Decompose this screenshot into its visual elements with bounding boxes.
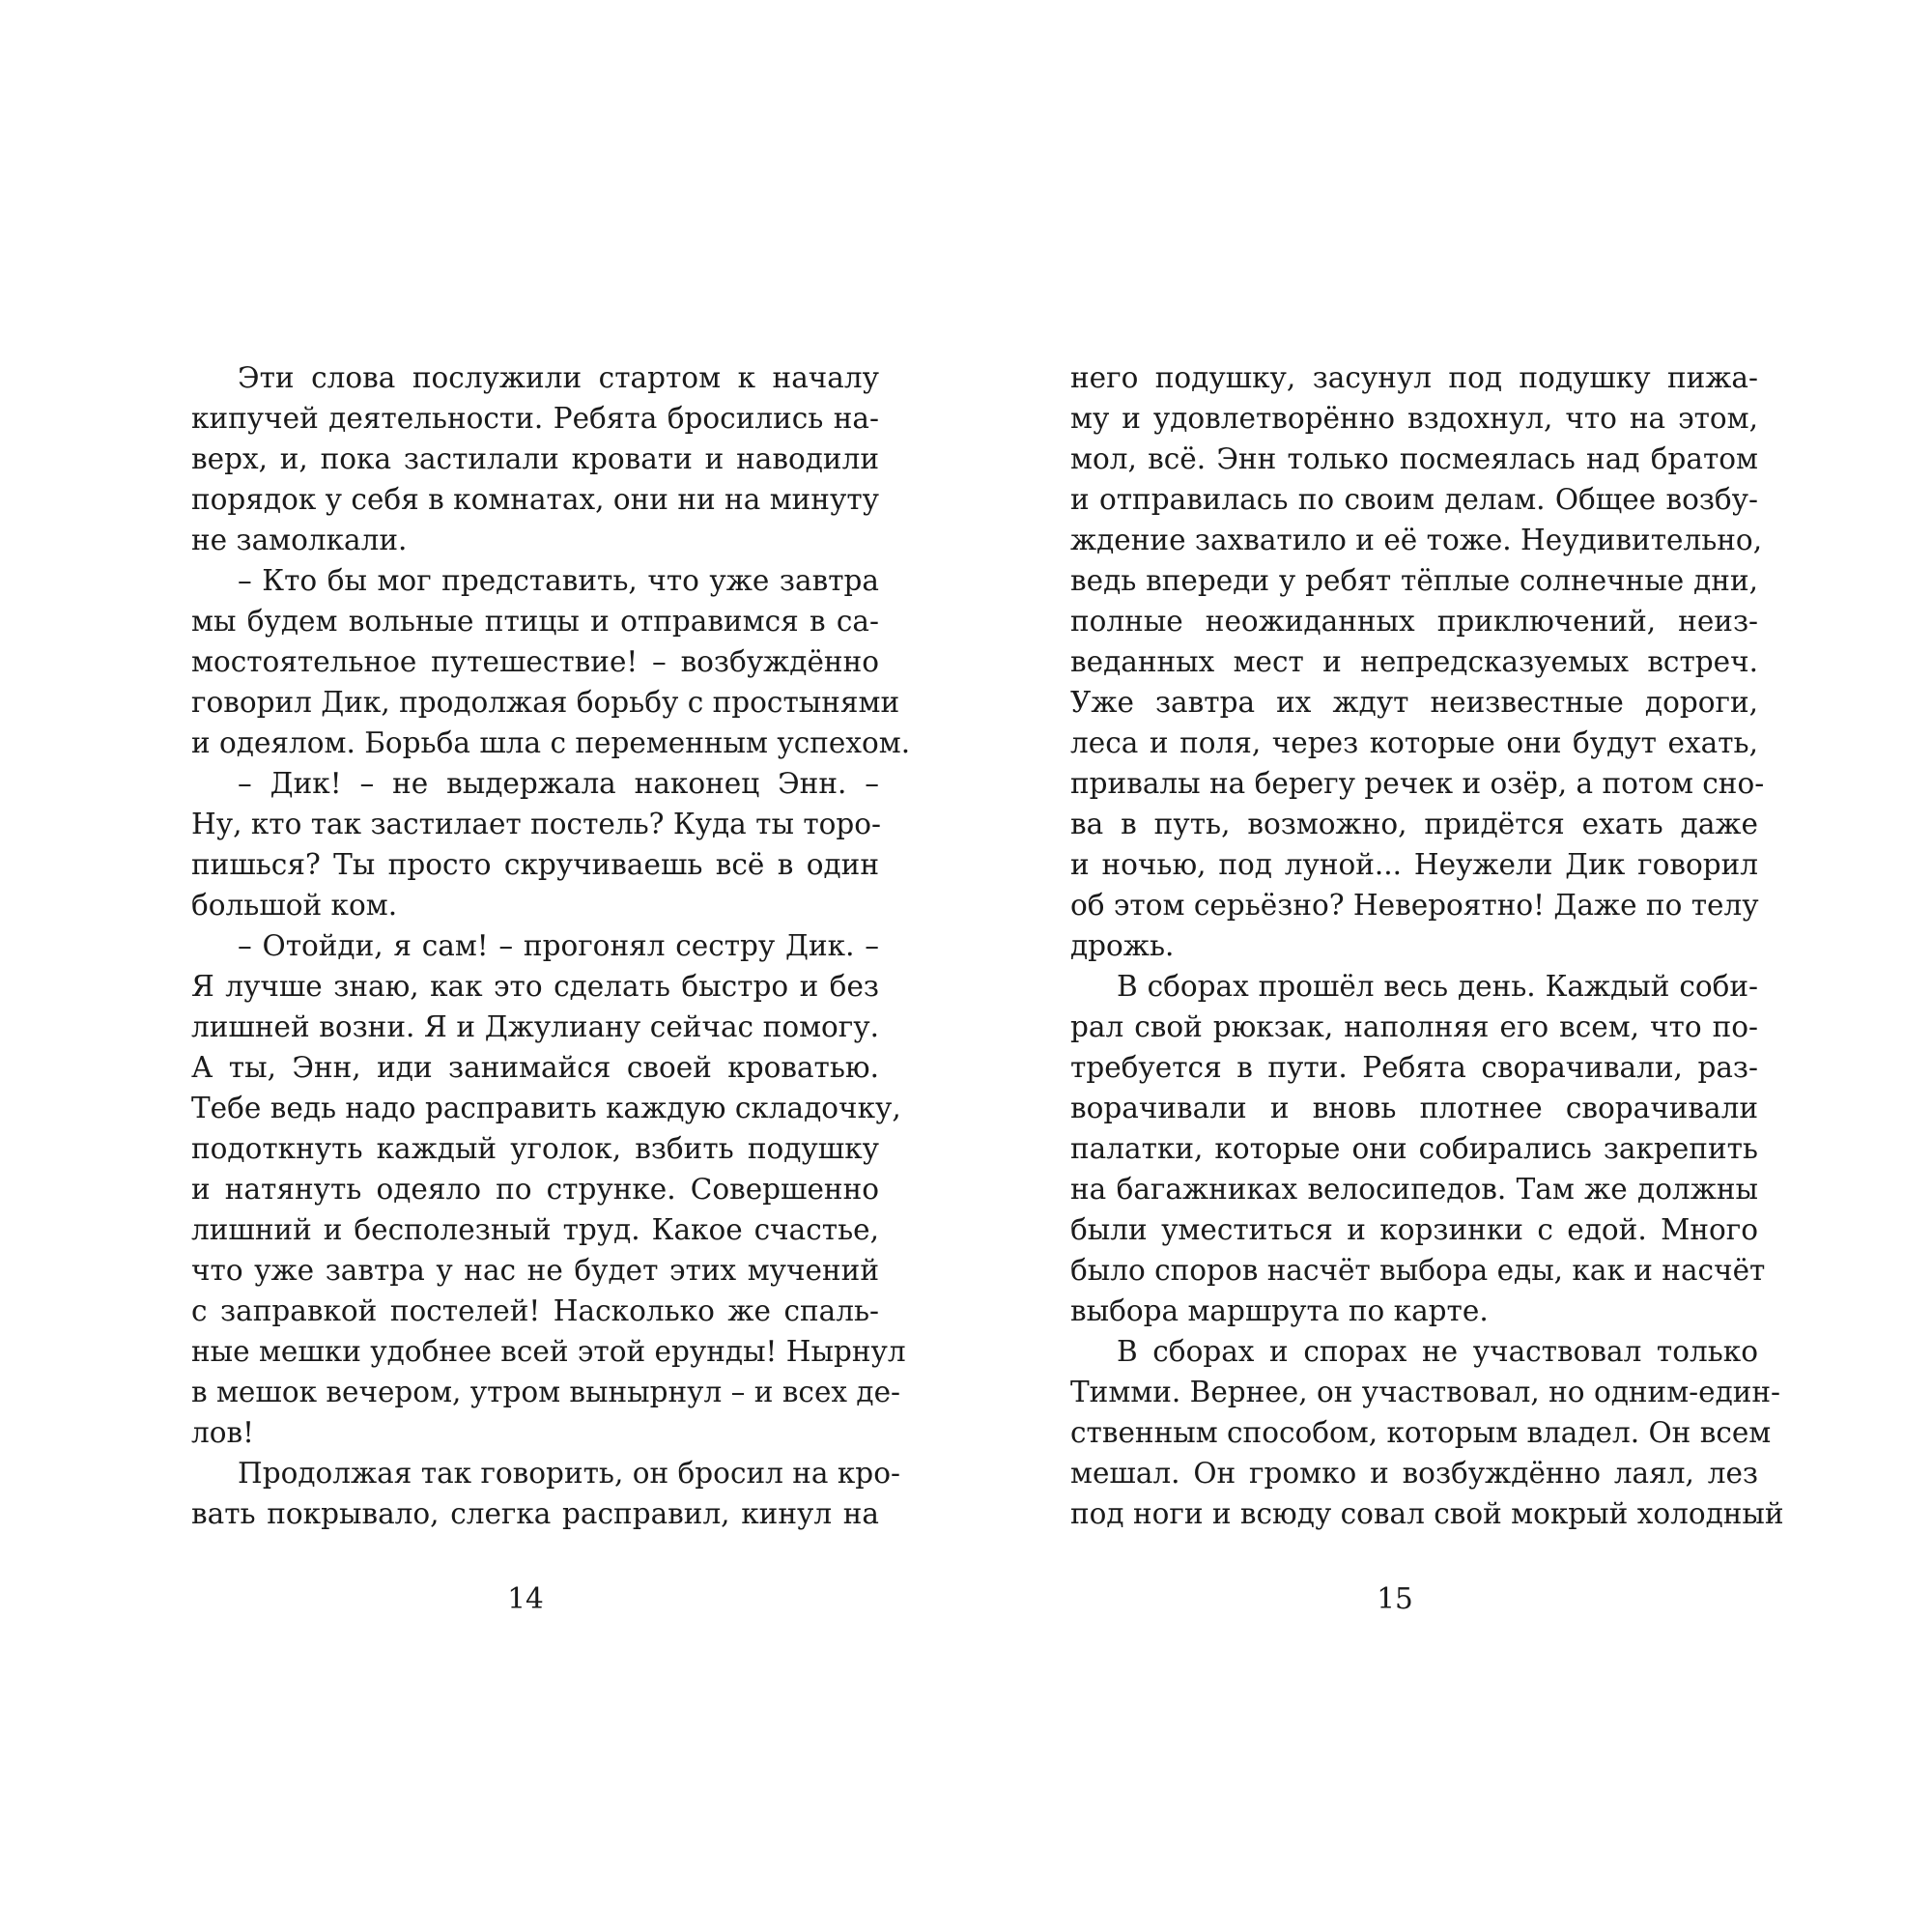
text-line: привалы на берегу речек и озёр, а потом сно-: [1070, 767, 1765, 800]
text-line: веданных мест и непредсказуемых встреч.: [1070, 645, 1758, 678]
text-line: и отправилась по своим делам. Общее возбу-: [1070, 483, 1758, 516]
text-line: леса и поля, через которые они будут ехать,: [1070, 726, 1758, 759]
text-line: на багажниках велосипедов. Там же должны: [1070, 1173, 1758, 1206]
text-line: что уже завтра у нас не будет этих мучений: [191, 1254, 879, 1287]
text-line: в мешок вечером, утром вынырнул – и всех де-: [191, 1376, 901, 1408]
text-line: мы будем вольные птицы и отправимся в са-: [191, 605, 879, 638]
text-line: полные неожиданных приключений, неиз-: [1070, 605, 1758, 638]
text-line: му и удовлетворённо вздохнул, что на этом,: [1070, 402, 1758, 435]
text-line: и натянуть одеяло по струнке. Совершенно: [191, 1173, 879, 1206]
text-line: – Кто бы мог представить, что уже завтра: [238, 564, 879, 597]
text-line: вать покрывало, слегка расправил, кинул на: [191, 1497, 879, 1530]
text-line: мешал. Он громко и возбуждённо лаял, лез: [1070, 1457, 1758, 1490]
text-line: требуется в пути. Ребята сворачивали, раз-: [1070, 1051, 1758, 1084]
text-line: ведь впереди у ребят тёплые солнечные дни,: [1070, 564, 1758, 597]
text-line: – Дик! – не выдержала наконец Энн. –: [238, 767, 879, 800]
text-line: ворачивали и вновь плотнее сворачивали: [1070, 1092, 1758, 1124]
text-line: верх, и, пока застилали кровати и наводили: [191, 442, 879, 475]
text-line: выбора маршрута по карте.: [1070, 1294, 1489, 1327]
text-line: кипучей деятельности. Ребята бросились на-: [191, 402, 879, 435]
page-number: 15: [1377, 1582, 1413, 1615]
right-page: [1070, 357, 1784, 1615]
text-line: подоткнуть каждый уголок, взбить подушку: [191, 1132, 879, 1165]
text-line: с заправкой постелей! Насколько же спаль-: [191, 1294, 879, 1327]
text-line: – Отойди, я сам! – прогонял сестру Дик. –: [238, 929, 879, 962]
text-line: Уже завтра их ждут неизвестные дороги,: [1070, 686, 1758, 719]
text-line: палатки, которые они собирались закрепить: [1070, 1132, 1758, 1165]
text-line: под ноги и всюду совал свой мокрый холодный: [1070, 1497, 1784, 1530]
text-line: Я лучше знаю, как это сделать быстро и без: [191, 970, 879, 1003]
text-line: мол, всё. Энн только посмеялась над братом: [1070, 442, 1758, 475]
text-line: и одеялом. Борьба шла с переменным успехом.: [191, 726, 911, 759]
text-line: А ты, Энн, иди занимайся своей кроватью.: [191, 1051, 879, 1084]
text-line: порядок у себя в комнатах, они ни на минуту: [191, 483, 879, 516]
page-number: 14: [507, 1582, 544, 1615]
text-line: Эти слова послужили стартом к началу: [238, 361, 879, 394]
text-line: Ну, кто так застилает постель? Куда ты торо-: [191, 808, 882, 840]
text-line: Продолжая так говорить, он бросил на кро-: [238, 1457, 900, 1490]
text-line: рал свой рюкзак, наполняя его всем, что по-: [1070, 1010, 1758, 1043]
text-line: Тимми. Вернее, он участвовал, но одним-един-: [1070, 1376, 1781, 1408]
text-line: и ночью, под луной... Неужели Дик говорил: [1070, 848, 1758, 881]
text-line: дрожь.: [1070, 929, 1175, 962]
text-line: было споров насчёт выбора еды, как и насчёт: [1070, 1254, 1766, 1287]
text-line: него подушку, засунул под подушку пижа-: [1070, 361, 1758, 394]
left-page-body: [191, 357, 911, 1542]
text-line: лишний и бесполезный труд. Какое счастье,: [191, 1213, 879, 1246]
text-line: В сборах прошёл весь день. Каждый соби-: [1117, 970, 1758, 1003]
text-line: лов!: [191, 1416, 254, 1449]
text-line: мостоятельное путешествие! – возбуждённо: [191, 645, 879, 678]
text-line: большой ком.: [191, 889, 398, 922]
text-line: говорил Дик, продолжая борьбу с простынями: [191, 686, 900, 719]
text-line: не замолкали.: [191, 524, 408, 556]
right-page-body: [1070, 357, 1784, 1542]
text-line: пишься? Ты просто скручиваешь всё в один: [191, 848, 879, 881]
text-line: В сборах и спорах не участвовал только: [1117, 1335, 1758, 1368]
text-line: ждение захватило и её тоже. Неудивительно,: [1070, 524, 1763, 556]
text-line: ственным способом, которым владел. Он всем: [1070, 1416, 1772, 1449]
left-page: [191, 357, 911, 1615]
text-line: были уместиться и корзинки с едой. Много: [1070, 1213, 1758, 1246]
text-line: Тебе ведь надо расправить каждую складочку,: [191, 1092, 901, 1124]
text-line: об этом серьёзно? Невероятно! Даже по телу: [1070, 889, 1759, 922]
text-line: ные мешки удобнее всей этой ерунды! Нырнул: [191, 1335, 906, 1368]
text-line: ва в путь, возможно, придётся ехать даже: [1070, 808, 1758, 840]
text-line: лишней возни. Я и Джулиану сейчас помогу.: [191, 1010, 879, 1043]
